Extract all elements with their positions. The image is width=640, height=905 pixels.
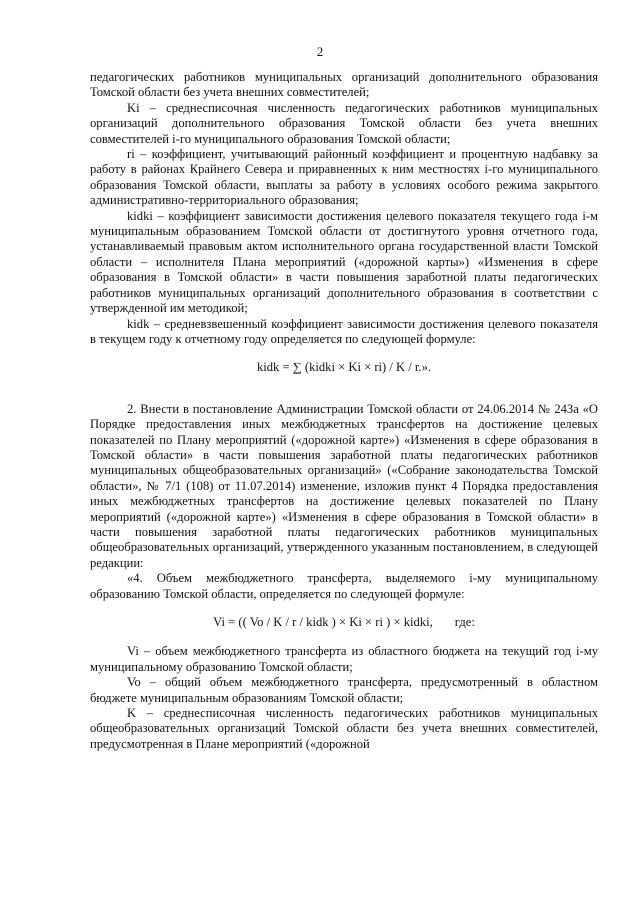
page-number: 2 — [316, 44, 324, 59]
definition-ki: Ki – среднесписочная численность педагогических работников муниципальных организаций дополнительного образования Томской области без учета внешних совместителей i-го муниципального образования Томской области; — [90, 100, 598, 146]
definition-vo: Vo – общий объем межбюджетного трансферта, предусмотренный в областном бюджете муниципальным образованиям Томской области; — [90, 675, 598, 705]
paragraph-item-2: 2. Внести в постановление Администрации Томской области от 24.06.2014 № 243а «О Порядке предоставления иных межбюджетных трансфертов на достижение целевых показателей по Плану мероприятий («дорожной карте») «Изменения в сфере образования в Томской области» в части повышения заработной платы педагогических работников муниципальных общеобразовательных организаций» («Собрание законодательства Томской области», № 7/1 (108) от 11.07.2014) изменение, изложив пункт 4 Порядка предоставления иных межбюджетных трансфертов на достижение целевых показателей по Плану мероприятий («дорожной карте») «Изменения в сфере образования в Томской области» в части повышения заработной платы педагогических работников муниципальных общеобразовательных организаций, утвержденного указанным постановлением, в следующей редакции: — [90, 401, 598, 570]
paragraph-item-4: «4. Объем межбюджетного трансферта, выделяемого i-му муниципальному образованию Томской области, определяется по следующей формуле: — [90, 571, 598, 601]
definition-vi: Vi – объем межбюджетного трансферта из областного бюджета на текущий год i-му муниципальному образованию Томской области; — [90, 644, 598, 674]
document-body — [90, 70, 598, 752]
definition-k: K – среднесписочная численность педагогических работников муниципальных общеобразовательных организаций Томской области без учета внешних совместителей, предусмотренная в Плане мероприятий («дорожной — [90, 706, 598, 751]
definition-kidki: kidki – коэффициент зависимости достижения целевого показателя текущего года i-м муниципальным образованием Томской области от достигнутого уровня отчетного года, устанавливаемый правовым актом исполнительного органа государственной власти Томской области – исполнителя Плана мероприятий («дорожной карты») «Изменения в сфере образования в Томской области» в части повышения заработной платы педагогических работников муниципальных организаций дополнительного образования в соответствии с утвержденной им методикой; — [90, 208, 598, 316]
definition-ri: ri – коэффициент, учитывающий районный коэффициент и процентную надбавку за работу в районах Крайнего Севера и приравненных к ним местностях i-го муниципального образования Томской области, выплаты за работу в условиях особого режима закрытого административно-территориального образования; — [90, 147, 598, 208]
definition-kidk: kidk – средневзвешенный коэффициент зависимости достижения целевого показателя в текущем году к отчетному году определяется по следующей формуле: — [90, 316, 598, 346]
formula-kidk: kidk = ∑ (kidki × Ki × ri) / K / r.». — [256, 360, 432, 375]
paragraph-continuation: педагогических работников муниципальных организаций дополнительного образования Томской области без учета внешних совместителей; — [90, 70, 598, 100]
spacer — [90, 390, 598, 402]
formula-vi: Vi = (( Vo / K / r / kidk ) × Ki × ri ) × kidki, где: — [213, 615, 475, 629]
